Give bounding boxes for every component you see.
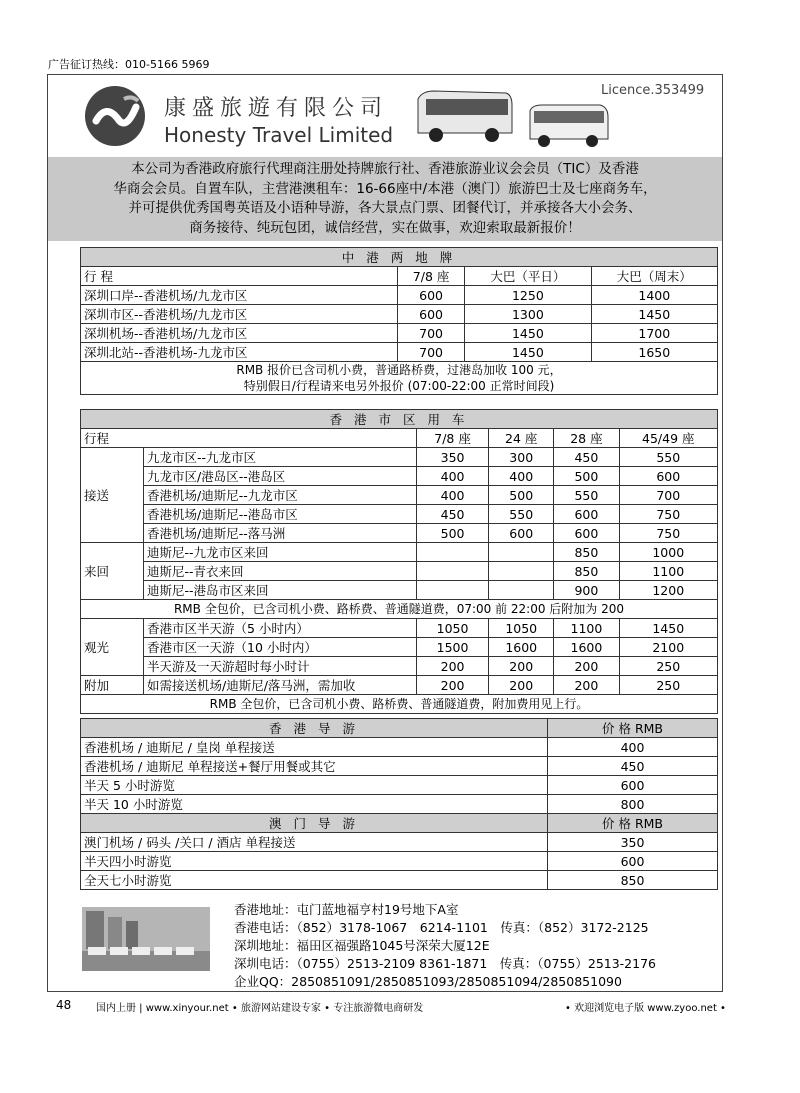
- table-row: 迪斯尼--港岛市区来回 900 1200: [81, 581, 718, 600]
- intro-line: 华商会会员。自置车队，主营港澳租车：16-66座中/本港（澳门）旅游巴士及七座商务车，: [113, 180, 657, 197]
- column-header: 行程: [81, 429, 417, 448]
- table-row: 半天 5 小时游览 600: [81, 776, 718, 795]
- cross-border-price-table: [80, 247, 718, 395]
- table-row: 澳门机场 / 码头 /关口 / 酒店 单程接送 350: [81, 833, 718, 852]
- group-label: 接送: [81, 448, 144, 543]
- column-header: 24 座: [489, 429, 554, 448]
- column-header: 7/8 座: [417, 429, 489, 448]
- column-header: 价 格 RMB: [548, 719, 718, 738]
- coach-bus-icon: [414, 85, 514, 147]
- enterprise-qq: 企业QQ：2850851091/2850851093/2850851094/2850851090: [234, 974, 622, 989]
- table-row: 深圳北站--香港机场-九龙市区 700 1450 1650: [81, 343, 718, 362]
- sz-phone: 深圳电话：（0755）2513-2109 8361-1871 传真：（0755）2513-2176: [234, 956, 656, 971]
- group-label: 附加: [81, 676, 144, 695]
- table-row: 来回 迪斯尼--九龙市区来回 850 1000: [81, 543, 718, 562]
- minibus-icon: [526, 101, 610, 149]
- column-header: 45/49 座: [619, 429, 717, 448]
- footer-right-text: • 欢迎浏览电子版 www.zyoo.net •: [565, 1003, 726, 1014]
- column-header: 大巴（平日）: [465, 267, 591, 286]
- table-row: 全天七小时游览 850: [81, 871, 718, 890]
- group-label: 观光: [81, 619, 144, 676]
- table-title: 香 港 市 区 用 车: [81, 410, 718, 429]
- company-introduction: [48, 157, 722, 241]
- hk-city-price-table: [80, 409, 718, 714]
- company-name-cn: 康盛旅遊有限公司: [164, 96, 389, 121]
- table-row: 香港机场/迪斯尼--落马洲 500 600 600 750: [81, 524, 718, 543]
- table-row: 香港市区一天游（10 小时内） 1500 1600 1600 2100: [81, 638, 718, 657]
- table-row: 半天四小时游览 600: [81, 852, 718, 871]
- page-number: 48: [56, 998, 72, 1012]
- table-row: 半天游及一天游超时每小时计 200 200 200 250: [81, 657, 718, 676]
- table-row: 香港机场/迪斯尼--九龙市区 400 500 550 700: [81, 486, 718, 505]
- column-header: 7/8 座: [398, 267, 465, 286]
- ad-hotline: 广告征订热线：010-5166 5969: [48, 58, 210, 71]
- company-name-en: Honesty Travel Limited: [164, 123, 394, 147]
- guide-price-table: [80, 718, 718, 890]
- intro-line: 并可提供优秀国粤英语及小语种导游，各大景点门票、团餐代订，并承接各大小会务、: [128, 200, 642, 216]
- table-row: 观光 香港市区半天游（5 小时内） 1050 1050 1100 1450: [81, 619, 718, 638]
- intro-line: 本公司为香港政府旅行代理商注册处持牌旅行社、香港旅游业议会会员（TIC）及香港: [131, 161, 639, 177]
- hk-phone: 香港电话：（852）3178-1067 6214-1101 传真：（852）3172-2125: [234, 920, 649, 935]
- table-title: 澳 门 导 游: [81, 814, 548, 833]
- table-row: 九龙市区/港岛区--港岛区 400 400 500 600: [81, 467, 718, 486]
- table-row: 接送 九龙市区--九龙市区 350 300 450 550: [81, 448, 718, 467]
- table-row: 香港机场/迪斯尼--港岛市区 450 550 600 750: [81, 505, 718, 524]
- table-row: 深圳机场--香港机场/九龙市区 700 1450 1700: [81, 324, 718, 343]
- column-header: 价 格 RMB: [548, 814, 718, 833]
- group-label: 来回: [81, 543, 144, 600]
- ad-frame: [47, 74, 723, 992]
- licence-number: Licence.353499: [601, 83, 705, 98]
- hk-address: 香港地址：屯门蓝地福亨村19号地下A室: [234, 902, 459, 917]
- table-row: 香港机场 / 迪斯尼 / 皇岗 单程接送 400: [81, 738, 718, 757]
- column-header: 大巴（周末）: [591, 267, 717, 286]
- bus-fleet-photo: [82, 907, 210, 971]
- column-header: 28 座: [554, 429, 619, 448]
- table-title: 中 港 两 地 牌: [81, 248, 718, 267]
- price-note: RMB 全包价，已含司机小费、路桥费、普通隧道费，附加费用见上行。: [81, 695, 718, 714]
- table-row: 深圳口岸--香港机场/九龙市区 600 1250 1400: [81, 286, 718, 305]
- table-title: 香 港 导 游: [81, 719, 548, 738]
- column-header: 行 程: [81, 267, 398, 286]
- footer-left-text: 国内上册 | www.xinyour.net • 旅游网站建设专家 • 专注旅游微电商研发: [96, 1003, 424, 1014]
- table-row: 迪斯尼--青衣来回 850 1100: [81, 562, 718, 581]
- table-row: 半天 10 小时游览 800: [81, 795, 718, 814]
- table-row: 深圳市区--香港机场/九龙市区 600 1300 1450: [81, 305, 718, 324]
- price-note: RMB 全包价，已含司机小费、路桥费、普通隧道费，07:00 前 22:00 后附加为 200: [81, 600, 718, 619]
- company-header: [48, 75, 722, 157]
- contact-info: [234, 901, 656, 991]
- price-note: RMB 报价已含司机小费，普通路桥费，过港岛加收 100 元， 特别假日/行程请来电另外报价 (07:00-22:00 正常时间段): [81, 362, 718, 395]
- intro-line: 商务接待、纯玩包团，诚信经营，实在做事，欢迎索取最新报价！: [189, 219, 581, 236]
- sz-address: 深圳地址：福田区福强路1045号深荣大厦12E: [234, 938, 490, 953]
- table-row: 香港机场 / 迪斯尼 单程接送+餐厅用餐或其它 450: [81, 757, 718, 776]
- company-logo-icon: [84, 85, 146, 147]
- table-row: 附加 如需接送机场/迪斯尼/落马洲，需加收 200 200 200 250: [81, 676, 718, 695]
